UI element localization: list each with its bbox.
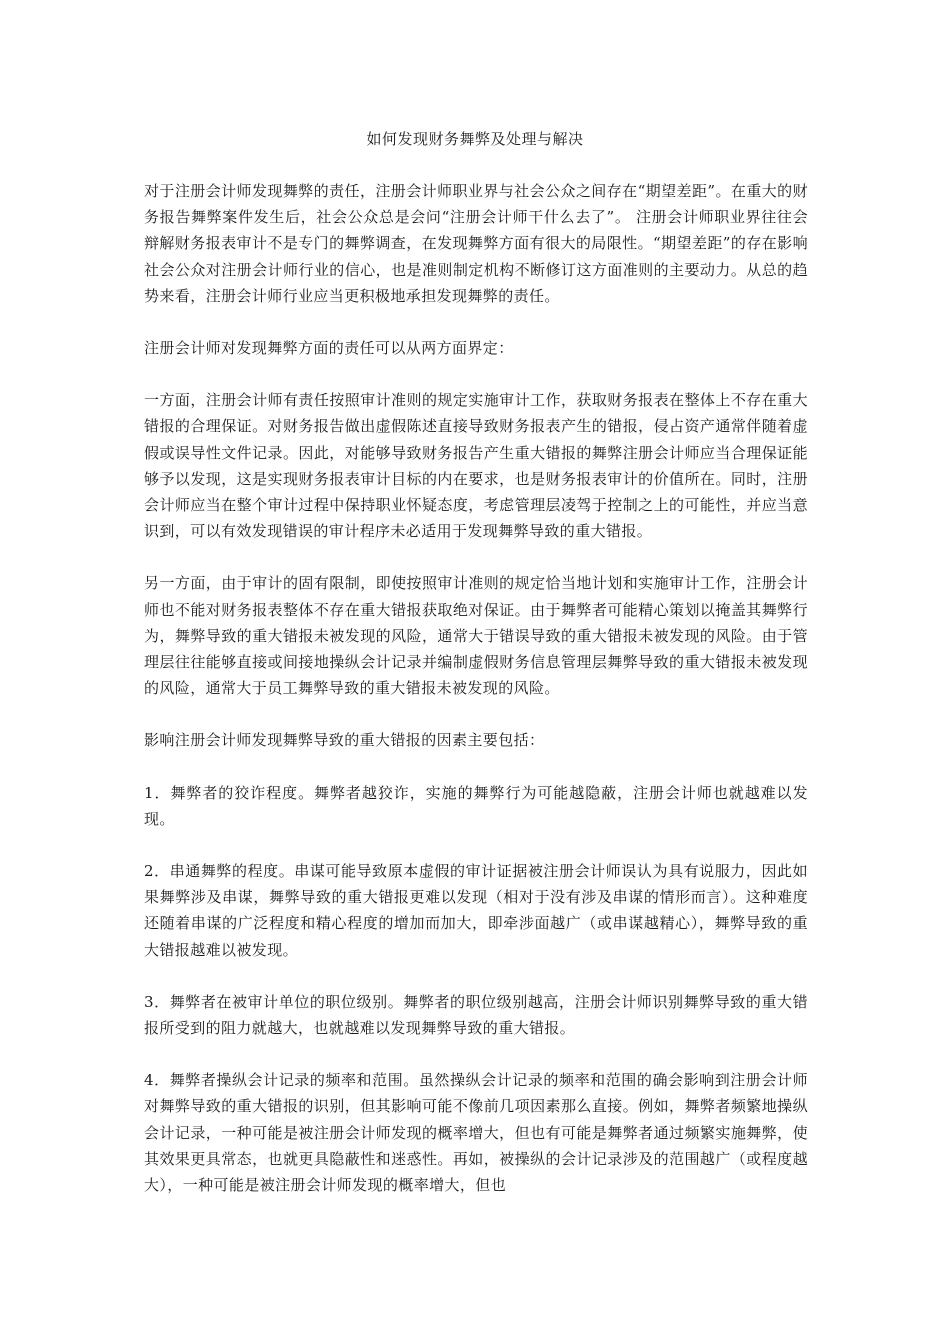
paragraph-factor-1: 1．舞弊者的狡诈程度。舞弊者越狡诈，实施的舞弊行为可能越隐蔽，注册会计师也就越难以发现。 (144, 783, 808, 828)
paragraph-factor-2: 2．串通舞弊的程度。串谋可能导致原本虚假的审计证据被注册会计师误认为具有说服力，因此如果舞弊涉及串谋，舞弊导致的重大错报更难以发现（相对于没有涉及串谋的情形而言）。这种难度还随着串谋的广泛程度和精心程度的增加而加大，即牵涉面越广（或串谋越精心），舞弊导致的重大错报越难以被发现。 (144, 862, 808, 959)
paragraph-intro: 对于注册会计师发现舞弊的责任，注册会计师职业界与社会公众之间存在“期望差距”。在重大的财务报告舞弊案件发生后，社会公众总是会问“注册会计师干什么去了”。 注册会计师职业界往往会辩解财务报表审计不是专门的舞弊调查，在发现舞弊方面有很大的局限性。“期望差距”的存在影响社会公众对注册会计师行业的信心，也是准则制定机构不断修订这方面准则的主要动力。从总的趋势来看，注册会计师行业应当更积极地承担发现舞弊的责任。 (144, 182, 808, 305)
paragraph-factors-heading: 影响注册会计师发现舞弊导致的重大错报的因素主要包括： (144, 731, 545, 750)
paragraph-first-aspect: 一方面，注册会计师有责任按照审计准则的规定实施审计工作，获取财务报表在整体上不存在重大错报的合理保证。对财务报告做出虚假陈述直接导致财务报表产生的错报，侵占资产通常伴随着虚假或误导性文件记录。因此，对能够导致财务报告产生重大错报的舞弊注册会计师应当合理保证能够予以发现，这是实现财务报表审计目标的内在要求，也是财务报表审计的价值所在。同时，注册会计师应当在整个审计过程中保持职业怀疑态度，考虑管理层凌驾于控制之上的可能性，并应当意识到，可以有效发现错误的审计程序未必适用于发现舞弊导致的重大错报。 (144, 391, 808, 541)
document-title: 如何发现财务舞弊及处理与解决 (366, 130, 584, 148)
paragraph-responsibility-heading: 注册会计师对发现舞弊方面的责任可以从两方面界定： (144, 339, 514, 358)
paragraph-second-aspect: 另一方面，由于审计的固有限制，即使按照审计准则的规定恰当地计划和实施审计工作，注册会计师也不能对财务报表整体不存在重大错报获取绝对保证。由于舞弊者可能精心策划以掩盖其舞弊行为，舞弊导致的重大错报未被发现的风险，通常大于错误导致的重大错报未被发现的风险。由于管理层往往能够直接或间接地操纵会计记录并编制虚假财务信息管理层舞弊导致的重大错报未被发现的风险，通常大于员工舞弊导致的重大错报未被发现的风险。 (144, 574, 808, 698)
document-body (144, 178, 808, 1224)
paragraph-factor-3: 3．舞弊者在被审计单位的职位级别。舞弊者的职位级别越高，注册会计师识别舞弊导致的重大错报所受到的阻力就越大，也就越难以发现舞弊导致的重大错报。 (144, 992, 808, 1038)
paragraph-factor-4: 4．舞弊者操纵会计记录的频率和范围。虽然操纵会计记录的频率和范围的确会影响到注册会计师对舞弊导致的重大错报的识别，但其影响可能不像前几项因素那么直接。例如，舞弊者频繁地操纵会计记录，一种可能是被注册会计师发现的概率增大，但也有可能是舞弊者通过频繁实施舞弊，使其效果更具常态，也就更具隐蔽性和迷惑性。再如，被操纵的会计记录涉及的范围越广（或程度越大），一种可能是被注册会计师发现的概率增大，但也 (144, 1071, 808, 1195)
